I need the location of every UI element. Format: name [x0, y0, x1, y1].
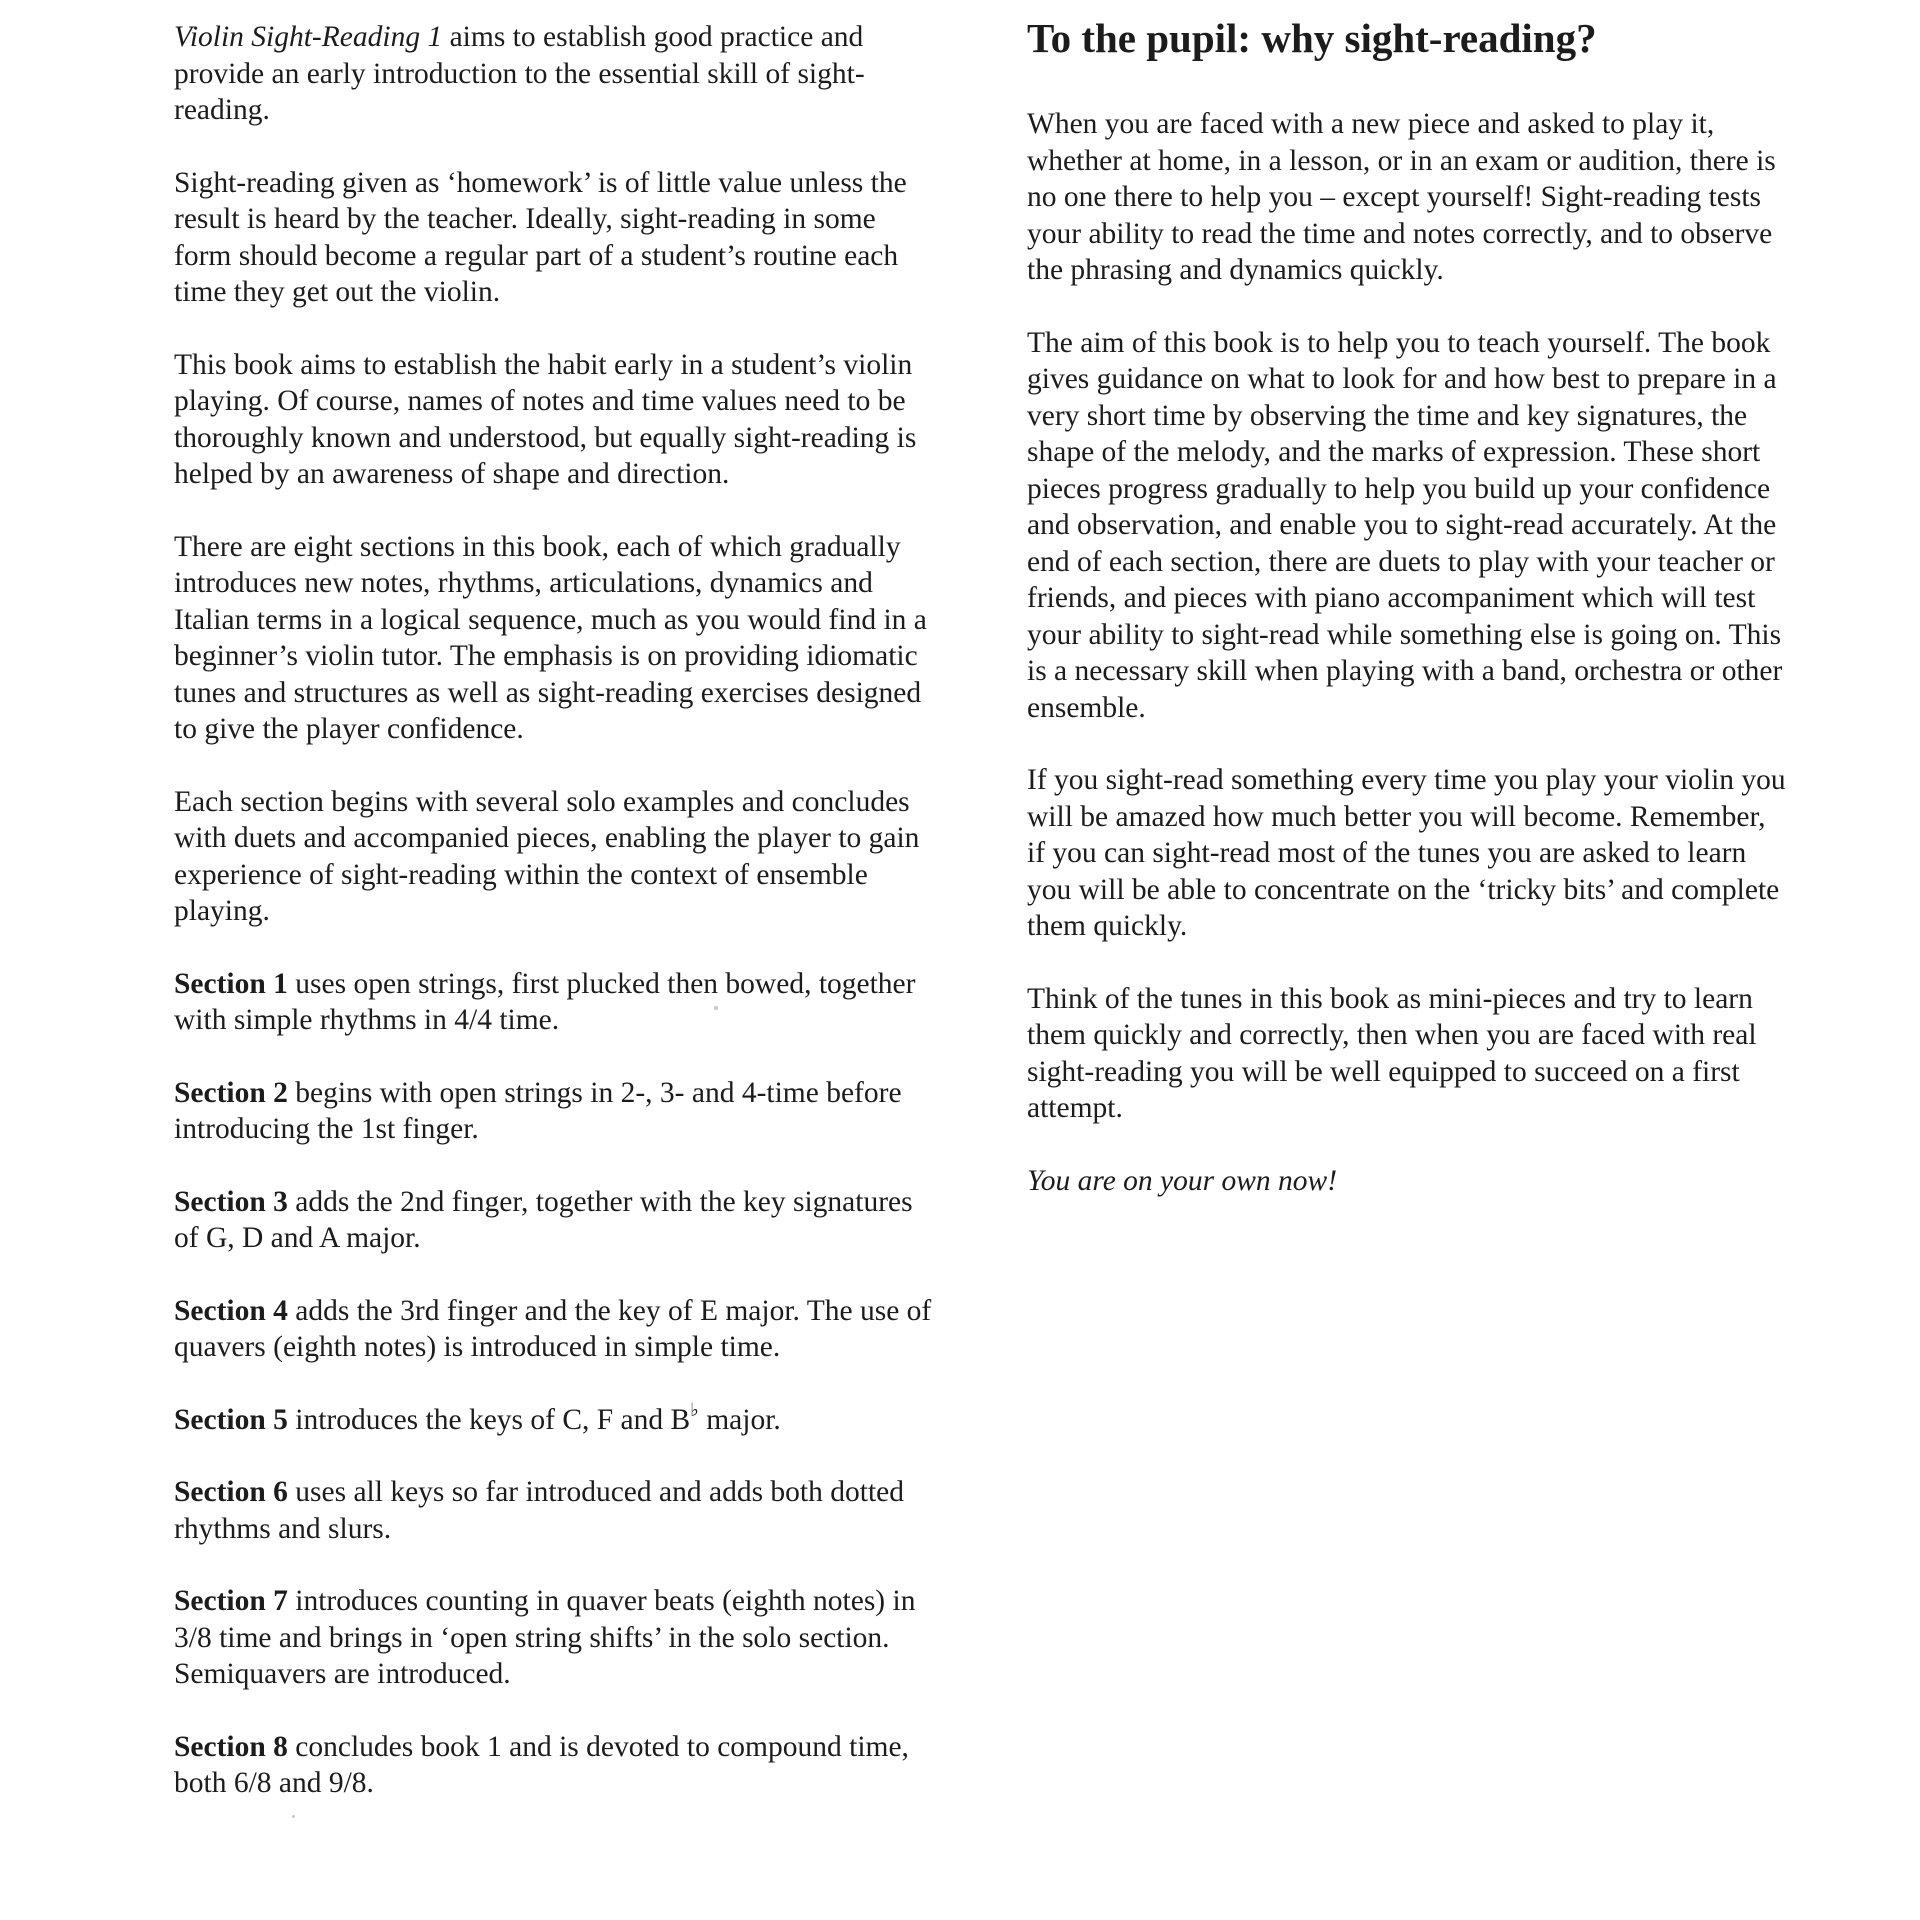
section-7-paragraph — [174, 1583, 934, 1693]
aim-paragraph: The aim of this book is to help you to teach yourself. The book gives guidance on what to look for and how best to prepare in a very short time by observing the time and key signatures, the shape of the melody, and the marks of expression. These short pieces progress gradually to help you build up your confidence and observation, and enable you to sight-read accurately. At the end of each section, there are duets to play with your teacher or friends, and pieces with piano accompaniment which will test your ability to sight-read while something else is going on. This is a necessary skill when playing with a band, orchestra or other ensemble. — [1027, 326, 1783, 724]
closing-line: You are on your own now! — [1027, 1164, 1338, 1197]
book-title: Violin Sight-Reading 1 — [174, 21, 443, 53]
right-column — [1027, 10, 1787, 1199]
section-3-paragraph — [174, 1184, 934, 1257]
section-description: adds the 3rd finger and the key of E major. The use of quavers (eighth notes) is introduced in simple time. — [174, 1294, 932, 1363]
section-description: concludes book 1 and is devoted to compound time, both 6/8 and 9/8. — [174, 1730, 909, 1799]
habit-paragraph: This book aims to establish the habit early in a student’s violin playing. Of course, names of notes and time values need to be thoroughly known and understood, but equally sight-reading is helped by an awareness of shape and direction. — [174, 348, 917, 490]
section-label: Section 7 — [174, 1585, 288, 1617]
section-1-paragraph — [174, 966, 934, 1039]
section-description: begins with open strings in 2-, 3- and 4-time before introducing the 1st finger. — [174, 1076, 902, 1145]
section-5-paragraph — [174, 1399, 934, 1439]
section-heading: To the pupil: why sight-reading? — [1027, 15, 1597, 61]
new-piece-paragraph: When you are faced with a new piece and asked to play it, whether at home, in a lesson, or in an exam or audition, there is no one there to help you – except yourself! Sight-reading tests your ability to read the time and notes correctly, and to observe the phrasing and dynamics quickly. — [1027, 108, 1776, 286]
section-description: adds the 2nd finger, together with the key signatures of G, D and A major. — [174, 1185, 913, 1254]
mini-pieces-paragraph: Think of the tunes in this book as mini-pieces and try to learn them quickly and correctly, then when you are faced with real sight-reading you will be well equipped to succeed on a first attempt. — [1027, 982, 1757, 1124]
flat-symbol: ♭ — [690, 1399, 699, 1420]
section-label: Section 1 — [174, 967, 288, 1000]
section-8-paragraph — [174, 1729, 934, 1802]
section-2-paragraph — [174, 1075, 934, 1148]
homework-paragraph: Sight-reading given as ‘homework’ is of little value unless the result is heard by the teacher. Ideally, sight-reading in some form should become a regular part of a student’s routine each time they get out the violin. — [174, 166, 907, 308]
section-label: Section 8 — [174, 1730, 288, 1763]
section-label: Section 2 — [174, 1076, 288, 1109]
intro-text: aims to establish good practice and provide an early introduction to the essential skill of sight-reading. — [174, 21, 865, 126]
section-label: Section 3 — [174, 1185, 288, 1218]
section-description-end: major. — [698, 1403, 781, 1436]
section-label: Section 4 — [174, 1294, 288, 1327]
amazed-paragraph: If you sight-read something every time you play your violin you will be amazed how much better you will become. Remember, if you can sight-read most of the tunes you are asked to learn you will be able to concentrate on the ‘tricky bits’ and complete them quickly. — [1027, 764, 1786, 942]
each-section-paragraph: Each section begins with several solo examples and concludes with duets and accompanied pieces, enabling the player to gain experience of sight-reading within the context of ensemble playing. — [174, 785, 920, 927]
section-description: uses all keys so far introduced and adds both dotted rhythms and slurs. — [174, 1476, 904, 1545]
scan-speck — [714, 1006, 718, 1010]
section-label: Section 5 — [174, 1403, 288, 1436]
intro-paragraph — [174, 19, 934, 129]
section-description: introduces counting in quaver beats (eighth notes) in 3/8 time and brings in ‘open string shifts’ in the solo section. Semiquavers are introduced. — [174, 1585, 916, 1690]
section-4-paragraph — [174, 1293, 934, 1366]
left-column — [174, 19, 934, 1802]
section-label: Section 6 — [174, 1476, 288, 1508]
section-6-paragraph — [174, 1474, 934, 1547]
section-description: introduces the keys of C, F and B — [287, 1403, 691, 1436]
section-description: uses open strings, first plucked then bowed, together with simple rhythms in 4/4 time. — [174, 967, 916, 1036]
eight-sections-paragraph: There are eight sections in this book, each of which gradually introduces new notes, rhythms, articulations, dynamics and Italian terms in a logical sequence, much as you would find in a beginner’s violin tutor. The emphasis is on providing idiomatic tunes and structures as well as sight-reading exercises designed to give the player confidence. — [174, 530, 927, 745]
scan-speck — [292, 1815, 295, 1818]
